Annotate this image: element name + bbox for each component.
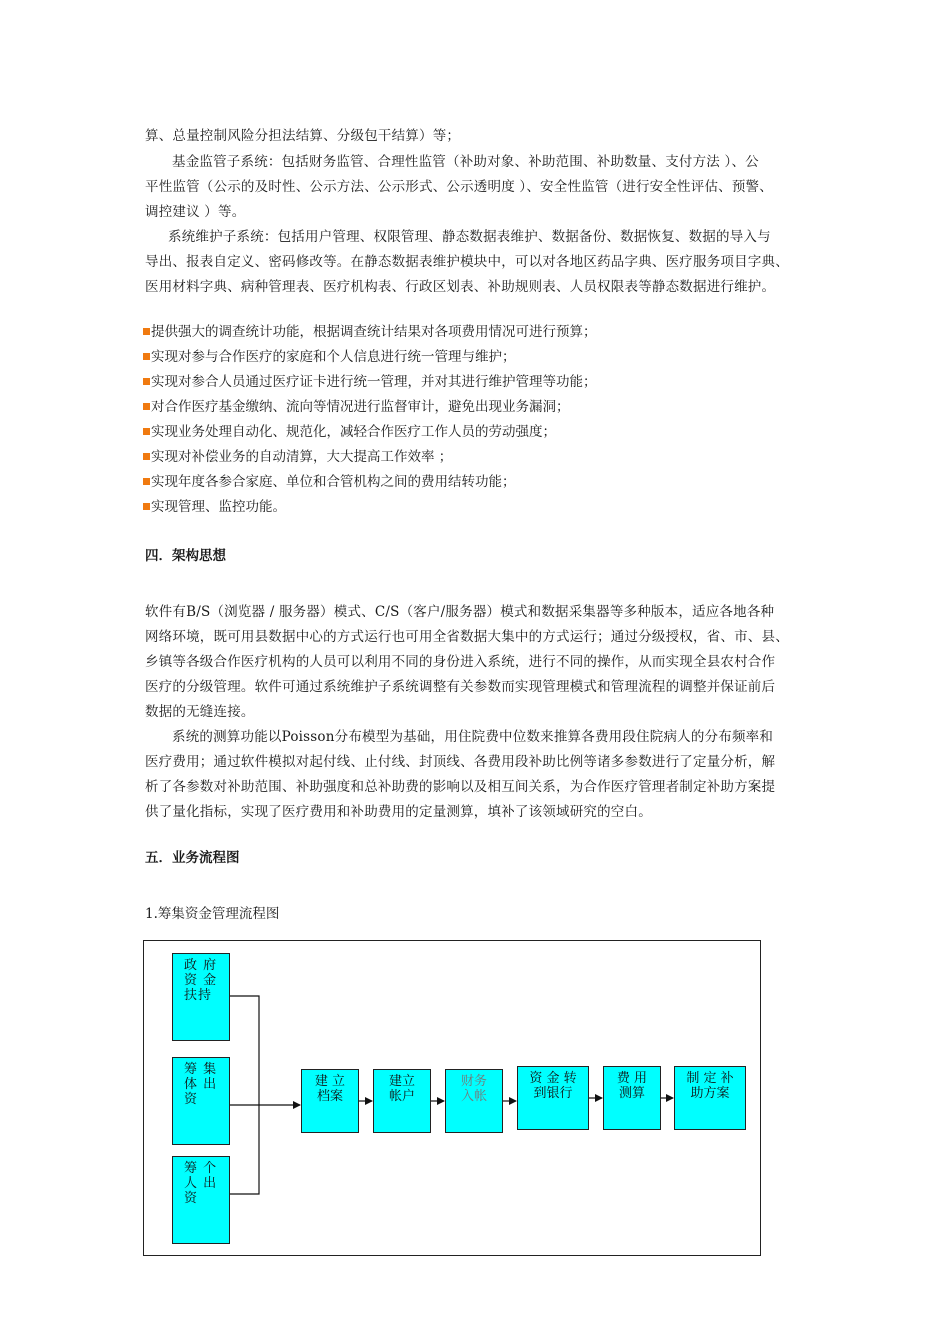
paragraph-line: 系统的测算功能以Poisson分布模型为基础，用住院费中位数来推算各费用段住院病人的分布频率和 bbox=[172, 729, 774, 745]
paragraph-line: 乡镇等各级合作医疗机构的人员可以利用不同的身份进入系统，进行不同的操作，从而实现全县农村合作 bbox=[145, 654, 776, 670]
section-heading: 四．架构思想 bbox=[145, 548, 226, 564]
flow-step-transfer-to-bank: 资 金 转 到银行 bbox=[517, 1066, 589, 1130]
flow-source-government-funds: 政 府 资 金 扶持 bbox=[172, 953, 230, 1041]
flow-step-subsidy-plan: 制 定 补 助方案 bbox=[674, 1066, 746, 1130]
bullet-square-icon bbox=[143, 453, 150, 460]
paragraph-line: 供了量化指标，实现了医疗费用和补助费用的定量测算，填补了该领域研究的空白。 bbox=[145, 804, 652, 820]
feature-bullet: 实现对补偿业务的自动清算，大大提高工作效率 ； bbox=[143, 448, 452, 466]
paragraph-line: 导出、报表自定义、密码修改等。在静态数据表维护模块中，可以对各地区药品字典、医疗服务项目字典、 bbox=[145, 254, 789, 270]
paragraph-line: 算、总量控制风险分担法结算、分级包干结算）等； bbox=[145, 128, 461, 144]
bullet-square-icon bbox=[143, 403, 150, 410]
flow-step-create-account: 建立 帐户 bbox=[373, 1069, 431, 1133]
feature-bullet: 对合作医疗基金缴纳、流向等情况进行监督审计，避免出现业务漏洞； bbox=[143, 398, 570, 416]
feature-bullet: 实现年度各参合家庭、单位和合管机构之间的费用结转功能； bbox=[143, 473, 516, 491]
paragraph-line: 医疗的分级管理。软件可通过系统维护子系统调整有关参数而实现管理模式和管理流程的调整并保证前后 bbox=[145, 679, 776, 695]
bullet-square-icon bbox=[143, 503, 150, 510]
feature-bullet: 提供强大的调查统计功能，根据调查统计结果对各项费用情况可进行预算； bbox=[143, 323, 597, 341]
paragraph-line: 基金监管子系统：包括财务监管、合理性监管（补助对象、补助范围、补助数量、支付方法 ）、公 bbox=[172, 154, 759, 170]
bullet-square-icon bbox=[143, 428, 150, 435]
flow-step-financial-entry: 财务 入帐 bbox=[445, 1069, 503, 1133]
figure-title: 1.筹集资金管理流程图 bbox=[145, 906, 280, 922]
section-heading: 五．业务流程图 bbox=[145, 850, 240, 866]
feature-bullet: 实现业务处理自动化、规范化，减轻合作医疗工作人员的劳动强度； bbox=[143, 423, 556, 441]
bullet-square-icon bbox=[143, 328, 150, 335]
bullet-square-icon bbox=[143, 478, 150, 485]
paragraph-line: 网络环境，既可用县数据中心的方式运行也可用全省数据大集中的方式运行；通过分级授权，省、市、县、 bbox=[145, 629, 789, 645]
bullet-square-icon bbox=[143, 353, 150, 360]
flow-source-individual-funds: 筹 个 人 出 资 bbox=[172, 1156, 230, 1244]
paragraph-line: 数据的无缝连接。 bbox=[145, 704, 255, 720]
feature-bullet: 实现管理、监控功能。 bbox=[143, 498, 286, 516]
paragraph-line: 系统维护子系统：包括用户管理、权限管理、静态数据表维护、数据备份、数据恢复、数据的导入与 bbox=[168, 229, 771, 245]
paragraph-line: 调控建议 ）等。 bbox=[145, 204, 246, 220]
feature-bullet: 实现对参合人员通过医疗证卡进行统一管理，并对其进行维护管理等功能； bbox=[143, 373, 597, 391]
paragraph-line: 医疗费用；通过软件模拟对起付线、止付线、封顶线、各费用段补助比例等诸多参数进行了定量分析，解 bbox=[145, 754, 776, 770]
flow-source-collective-funds: 筹 集 体 出 资 bbox=[172, 1057, 230, 1145]
paragraph-line: 平性监管（公示的及时性、公示方法、公示形式、公示透明度 ）、安全性监管（进行安全性评估、预警、 bbox=[145, 179, 773, 195]
paragraph-line: 析了各参数对补助范围、补助强度和总补助费的影响以及相互间关系，为合作医疗管理者制定补助方案提 bbox=[145, 779, 776, 795]
paragraph-line: 软件有B/S（浏览器 / 服务器）模式、C/S（客户/服务器）模式和数据采集器等多种版本，适应各地各种 bbox=[145, 604, 775, 620]
paragraph-line: 医用材料字典、病种管理表、医疗机构表、行政区划表、补助规则表、人员权限表等静态数据进行维护。 bbox=[145, 279, 776, 295]
feature-bullet: 实现对参与合作医疗的家庭和个人信息进行统一管理与维护； bbox=[143, 348, 516, 366]
flow-step-create-archive: 建 立 档案 bbox=[301, 1069, 359, 1133]
bullet-square-icon bbox=[143, 378, 150, 385]
flow-step-cost-calculation: 费 用 测算 bbox=[603, 1066, 661, 1130]
